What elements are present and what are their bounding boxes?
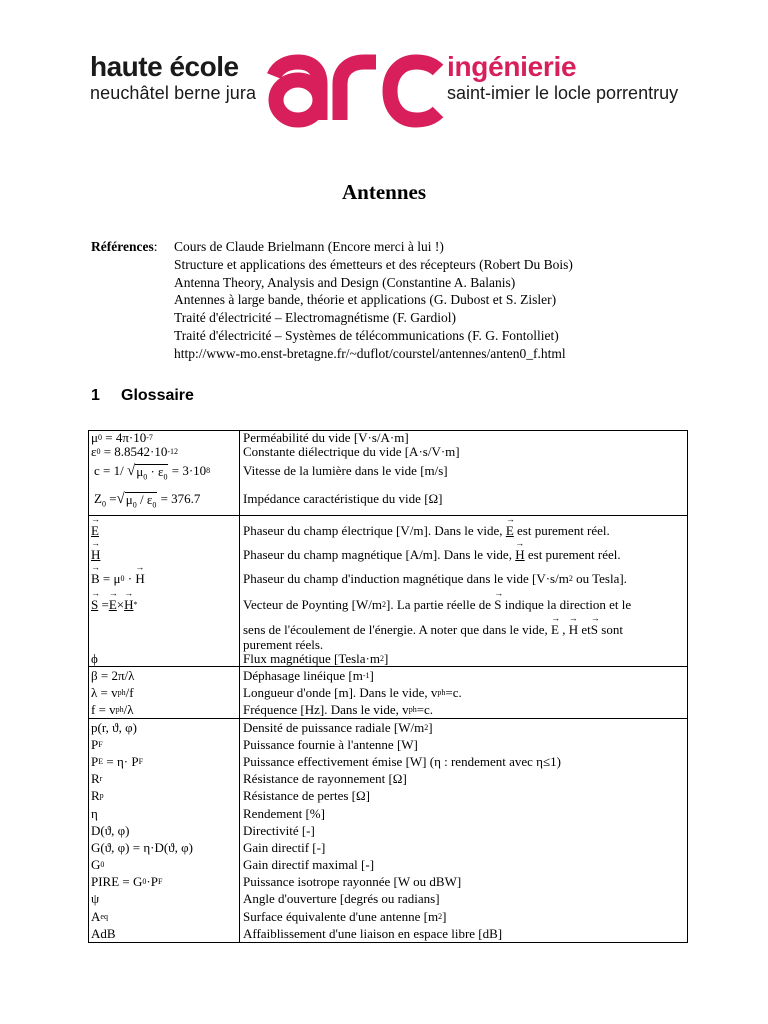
definition-b-field: Phaseur du champ d'induction magnétique dans le vide [V·s/m 2 ou Tesla]. (243, 571, 627, 586)
definition: Puissance fournie à l'antenne [W] (243, 736, 418, 752)
definition: Résistance de pertes [Ω] (243, 788, 370, 804)
definition: Perméabilité du vide [V·s/A·m] (243, 431, 409, 445)
symbol: P F (91, 736, 103, 752)
symbol-column (89, 719, 240, 942)
symbol-column (89, 516, 240, 666)
symbol-column (89, 431, 240, 515)
section-heading (91, 387, 194, 405)
symbol-h-field: → H (89, 540, 239, 564)
definition: Angle d'ouverture [degrés ou radians] (243, 891, 440, 907)
symbol: AdB (91, 925, 116, 941)
definition-column (240, 667, 687, 718)
symbol-eps0: ε 0 = 8.8542·10 -12 (91, 445, 179, 459)
reference-item: Cours de Claude Brielmann (Encore merci à lui !) (174, 239, 444, 254)
symbol: ψ (91, 891, 100, 907)
glossary-group-wave (89, 666, 687, 718)
logo-sites: saint-imier le locle porrentruy (447, 83, 679, 103)
definition: Fréquence [Hz]. Dans le vide, v ph =c. (243, 701, 434, 717)
arc-logo-mark (266, 54, 446, 128)
symbol-frequency: f = v ph /λ (91, 701, 134, 717)
symbol-b-field: → B = μ 0 · → H (89, 564, 239, 588)
definition: Gain directif [-] (243, 839, 326, 855)
section-number: 1 (91, 387, 100, 404)
symbol: P E = η· P F (91, 753, 144, 769)
definition: Constante diélectrique du vide [A·s/V·m] (243, 445, 460, 459)
symbol-lambda: λ = v ph /f (91, 684, 134, 700)
symbol: G 0 (91, 857, 105, 873)
glossary-table (88, 430, 688, 943)
references-list (174, 238, 573, 363)
glossary-group-constants (89, 431, 687, 515)
section-title: Glossaire (121, 387, 194, 404)
symbol-spacer (89, 638, 239, 652)
definition: Surface équivalente d'une antenne [m 2 ] (243, 908, 447, 924)
definition-poynting-end: purement réels. (243, 638, 324, 652)
definition-column (240, 719, 687, 942)
definition: Impédance caractéristique du vide [Ω] (243, 491, 443, 506)
symbol-z0: $Z_0$ = √ $\mu_0 / \varepsilon_0$ = 376.7 (94, 491, 201, 510)
definition-h-field: Phaseur du champ magnétique [A/m]. Dans le vide, → H est purement réel. (240, 540, 687, 564)
symbol: G(ϑ, φ) = η·D(ϑ, φ) (91, 839, 193, 855)
symbol-poynting: → S = → E × → H * (89, 588, 239, 616)
definition-column (240, 516, 687, 666)
symbol: R r (91, 771, 103, 787)
institution-logo (90, 52, 690, 132)
definition-column (240, 431, 687, 515)
symbol-beta: β = 2π/λ (91, 667, 135, 683)
glossary-group-antenna (89, 718, 687, 942)
definition-poynting-cont: sens de l'écoulement de l'énergie. A noter que dans le vide, → E , → H et → S sont (240, 616, 687, 638)
definition: Puissance isotrope rayonnée [W ou dBW] (243, 874, 462, 890)
symbol: p(r, ϑ, φ) (91, 719, 137, 735)
definition: Puissance effectivement émise [W] (η : rendement avec η≤1) (243, 753, 561, 769)
symbol-spacer (89, 616, 239, 638)
logo-cantons: neuchâtel berne jura (90, 83, 257, 103)
definition-poynting: Vecteur de Poynting [W/m 2 ]. La partie réelle de → S indique la direction et le (240, 588, 687, 616)
definition: Déphasage linéique [m -1 ] (243, 667, 374, 683)
definition: Rendement [%] (243, 805, 325, 821)
reference-item: Traité d'électricité – Systèmes de télécommunications (F. G. Fontolliet) (174, 327, 559, 343)
symbol-phi: ϕ (91, 652, 98, 666)
definition: Vitesse de la lumière dans le vide [m/s] (243, 463, 448, 478)
symbol-e-field: → E (89, 516, 239, 540)
references-label: Références: (91, 239, 158, 254)
symbol: η (91, 805, 98, 821)
logo-left-text (90, 52, 256, 104)
symbol: D(ϑ, φ) (91, 822, 130, 838)
reference-item: Traité d'électricité – Electromagnétisme (F. Gardiol) (174, 310, 457, 326)
symbol: A eq (91, 908, 108, 924)
glossary-group-fields (89, 515, 687, 666)
logo-department: ingénierie (447, 51, 577, 82)
reference-link[interactable]: http://www-mo.enst-bretagne.fr/~duflot/courstel/antennes/anten0_f.html (174, 345, 566, 361)
definition: Résistance de rayonnement [Ω] (243, 771, 407, 787)
definition-e-field: Phaseur du champ électrique [V/m]. Dans le vide, → E est purement réel. (240, 516, 687, 540)
symbol-column (89, 667, 240, 718)
logo-school-name: haute école (90, 51, 239, 82)
definition: Affaiblissement d'une liaison en espace libre [dB] (243, 925, 503, 941)
definition: Directivité [-] (243, 822, 315, 838)
reference-item: Structure et applications des émetteurs et des récepteurs (Robert Du Bois) (174, 256, 573, 272)
logo-right-text (447, 52, 678, 104)
symbol: PIRE = G 0 ·P F (91, 874, 163, 890)
definition: Gain directif maximal [-] (243, 857, 375, 873)
definition: Densité de puissance radiale [W/m 2 ] (243, 719, 433, 735)
symbol-c0: c = 1/ √ $\mu_0 \cdot \varepsilon_0$ = 3·10 8 (94, 463, 211, 482)
definition: Longueur d'onde [m]. Dans le vide, v ph =c. (243, 684, 462, 700)
definition-flux: Flux magnétique [Tesla·m 2 ] (243, 652, 389, 666)
document-title: Antennes (341, 180, 426, 204)
symbol-mu0: μ 0 = 4π·10 -7 (91, 431, 153, 445)
symbol: R p (91, 788, 104, 804)
reference-item: Antenna Theory, Analysis and Design (Constantine A. Balanis) (174, 274, 516, 290)
reference-item: Antennes à large bande, théorie et applications (G. Dubost et S. Zisler) (174, 292, 557, 308)
